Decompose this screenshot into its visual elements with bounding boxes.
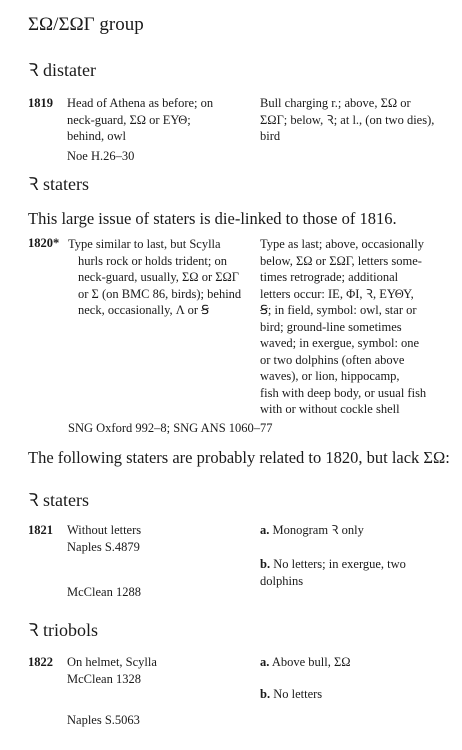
reverse-description — [260, 236, 460, 418]
reference: SNG Oxford 992–8; SNG ANS 1060–77 — [68, 421, 273, 435]
text-line: below, ΣΩ or ΣΩΓ, letters some- — [260, 253, 422, 268]
entry-number: 1820* — [28, 236, 60, 250]
variant-label: b. — [260, 687, 271, 701]
variant-a — [260, 522, 460, 539]
variant-text: Monogram Ꝛ only — [272, 523, 364, 537]
paragraph-related-staters: The following staters are probably related to 1820, but lack ΣΩ: — [28, 448, 450, 467]
text-line: bird — [260, 129, 281, 143]
text-line: times retrograde; additional — [260, 270, 399, 284]
text-line: hurls rock or holds trident; on — [78, 253, 227, 268]
reference: McClean 1288 — [67, 585, 141, 599]
text-line: Naples S.4879 — [67, 539, 140, 554]
variant-label: a. — [260, 523, 270, 537]
text-line: McClean 1328 — [67, 671, 141, 686]
text-line: Type similar to last, but Scylla — [68, 237, 221, 251]
entry-number: 1819 — [28, 96, 53, 110]
text-line: letters occur: ΙΕ, ΦΙ, Ꝛ, ΕΥΘΥ, — [260, 286, 414, 301]
text-line: Bull charging r.; above, ΣΩ or — [260, 96, 411, 110]
text-line: or Σ (on BMC 86, birds); behind — [78, 286, 242, 301]
text-line: On helmet, Scylla — [67, 655, 157, 669]
reference: Noe H.26–30 — [67, 148, 135, 163]
variant-b — [260, 556, 460, 589]
section-heading-distater: Ꝛ distater — [28, 60, 97, 80]
reverse-description — [260, 95, 460, 145]
variant-a — [260, 654, 460, 671]
text-line: Head of Athena as before; on — [67, 96, 214, 110]
text-line: neck, occasionally, Λ or Ꞩ — [78, 303, 210, 317]
obverse-description — [67, 654, 247, 687]
text-line: ΣΩΓ; below, Ꝛ; at l., (on two dies), — [260, 112, 435, 127]
text-line: neck-guard, usually, ΣΩ or ΣΩΓ — [78, 270, 240, 284]
variant-text: dolphins — [260, 573, 304, 588]
text-line: or two dolphins (often above — [260, 352, 405, 367]
section-heading-triobols: Ꝛ triobols — [28, 620, 99, 640]
obverse-description — [67, 522, 247, 555]
text-line: Type as last; above, occasionally — [260, 237, 425, 251]
entry-number: 1822 — [28, 655, 53, 669]
section-heading-staters: Ꝛ staters — [28, 174, 90, 194]
variant-text: No letters; in exergue, two — [273, 557, 406, 571]
text-line: behind, owl — [67, 129, 127, 143]
variant-text: No letters — [273, 687, 323, 701]
section-heading-staters-2: Ꝛ staters — [28, 490, 90, 510]
obverse-description — [67, 95, 257, 164]
text-line: neck-guard, ΣΩ or ΕΥΘ; — [67, 112, 191, 127]
text-line: fish with deep body, or usual fish — [260, 385, 427, 400]
group-heading: ΣΩ/ΣΩΓ group — [28, 14, 144, 35]
variant-text: Above bull, ΣΩ — [271, 655, 351, 669]
reference: Naples S.5063 — [67, 713, 140, 727]
variant-b — [260, 686, 460, 703]
text-line: bird; ground-line sometimes — [260, 319, 402, 334]
variant-label: b. — [260, 557, 271, 571]
text-line: waves), or lion, hippocamp, — [260, 369, 400, 383]
variant-label: a. — [260, 655, 270, 669]
text-line: waved; in exergue, symbol: one — [260, 336, 420, 350]
paragraph-die-linked: This large issue of staters is die-linked to those of 1816. — [28, 209, 397, 228]
text-line: with or without cockle shell — [260, 402, 400, 416]
text-line: Without letters — [67, 523, 142, 537]
entry-number: 1821 — [28, 523, 53, 537]
obverse-description — [68, 236, 260, 319]
text-line: Ꞩ; in field, symbol: owl, star or — [260, 303, 417, 317]
